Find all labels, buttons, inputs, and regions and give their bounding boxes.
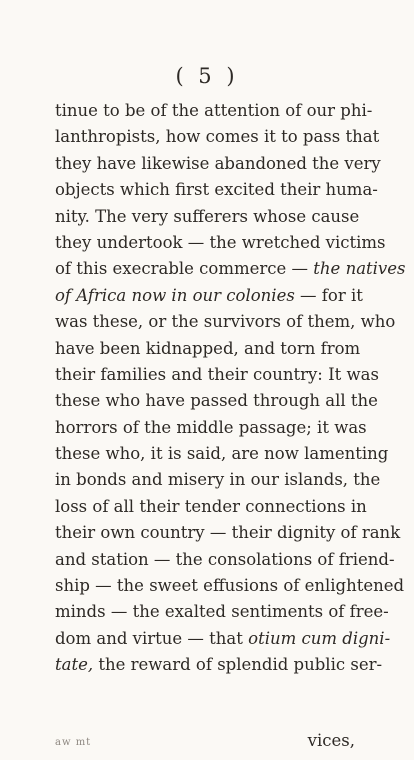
text-line [55,467,381,493]
text-segment: nity. The very sufferers whose cause [55,206,360,226]
text-segment: they have likewise abandoned the very [55,153,381,173]
text-segment: tinue to be of the attention of our phi- [55,101,373,120]
italic-text: of Africa now in our colonies [55,285,295,305]
text-line [55,415,367,441]
text-line [55,652,383,678]
text-segment: their own country — their dignity of rank [55,523,401,543]
text-line [55,362,379,388]
text-segment: was these, or the survivors of them, who [55,312,396,332]
text-segment: of this execrable commerce — [55,259,314,279]
italic-text: the natives [313,259,406,279]
text-segment: objects which first excited their huma- [55,180,378,200]
text-segment: loss of all their tender connections in [55,496,367,516]
text-segment: their families and their country: It was [55,364,379,384]
catchword: vices, [307,731,355,750]
text-segment: horrors of the middle passage; it was [55,417,367,437]
text-line [55,599,389,625]
text-segment: dom and virtue — that [55,628,249,648]
text-line [55,230,386,256]
text-line [55,204,360,230]
italic-text: tate, [55,655,94,675]
text-line [55,441,389,467]
text-segment: ship — the sweet effusions of enlightened [55,576,405,596]
text-line [55,573,405,599]
text-segment: the reward of splendid public ser- [93,655,383,675]
text-line [55,520,401,546]
text-line [55,177,378,203]
page-footer [55,731,355,757]
text-line [55,256,406,282]
text-line [55,388,378,414]
signature-mark: aw mt [55,737,92,748]
text-segment: minds — the exalted sentiments of free- [55,602,389,622]
text-line [55,124,380,150]
text-line [55,309,396,335]
text-segment: in bonds and misery in our islands, the [55,470,381,490]
text-line [55,98,373,124]
text-line [55,494,367,520]
text-segment: have been kidnapped, and torn from [55,338,361,358]
text-line [55,336,361,362]
text-line [55,283,363,309]
text-segment: — for it [294,285,363,305]
text-segment: and station — the consolations of friend- [55,549,395,569]
text-segment: they undertook — the wretched victims [55,232,386,252]
italic-text: otium cum digni- [248,628,391,648]
text-segment: these who have passed through all the [55,391,378,411]
text-line [55,151,381,177]
text-segment: these who, it is said, are now lamenting [55,444,389,464]
text-segment: lanthropists, how comes it to pass that [55,127,380,147]
text-line [55,547,395,573]
page-number: ( 5 ) [175,64,239,88]
text-line [55,626,391,652]
body-text [55,98,406,679]
